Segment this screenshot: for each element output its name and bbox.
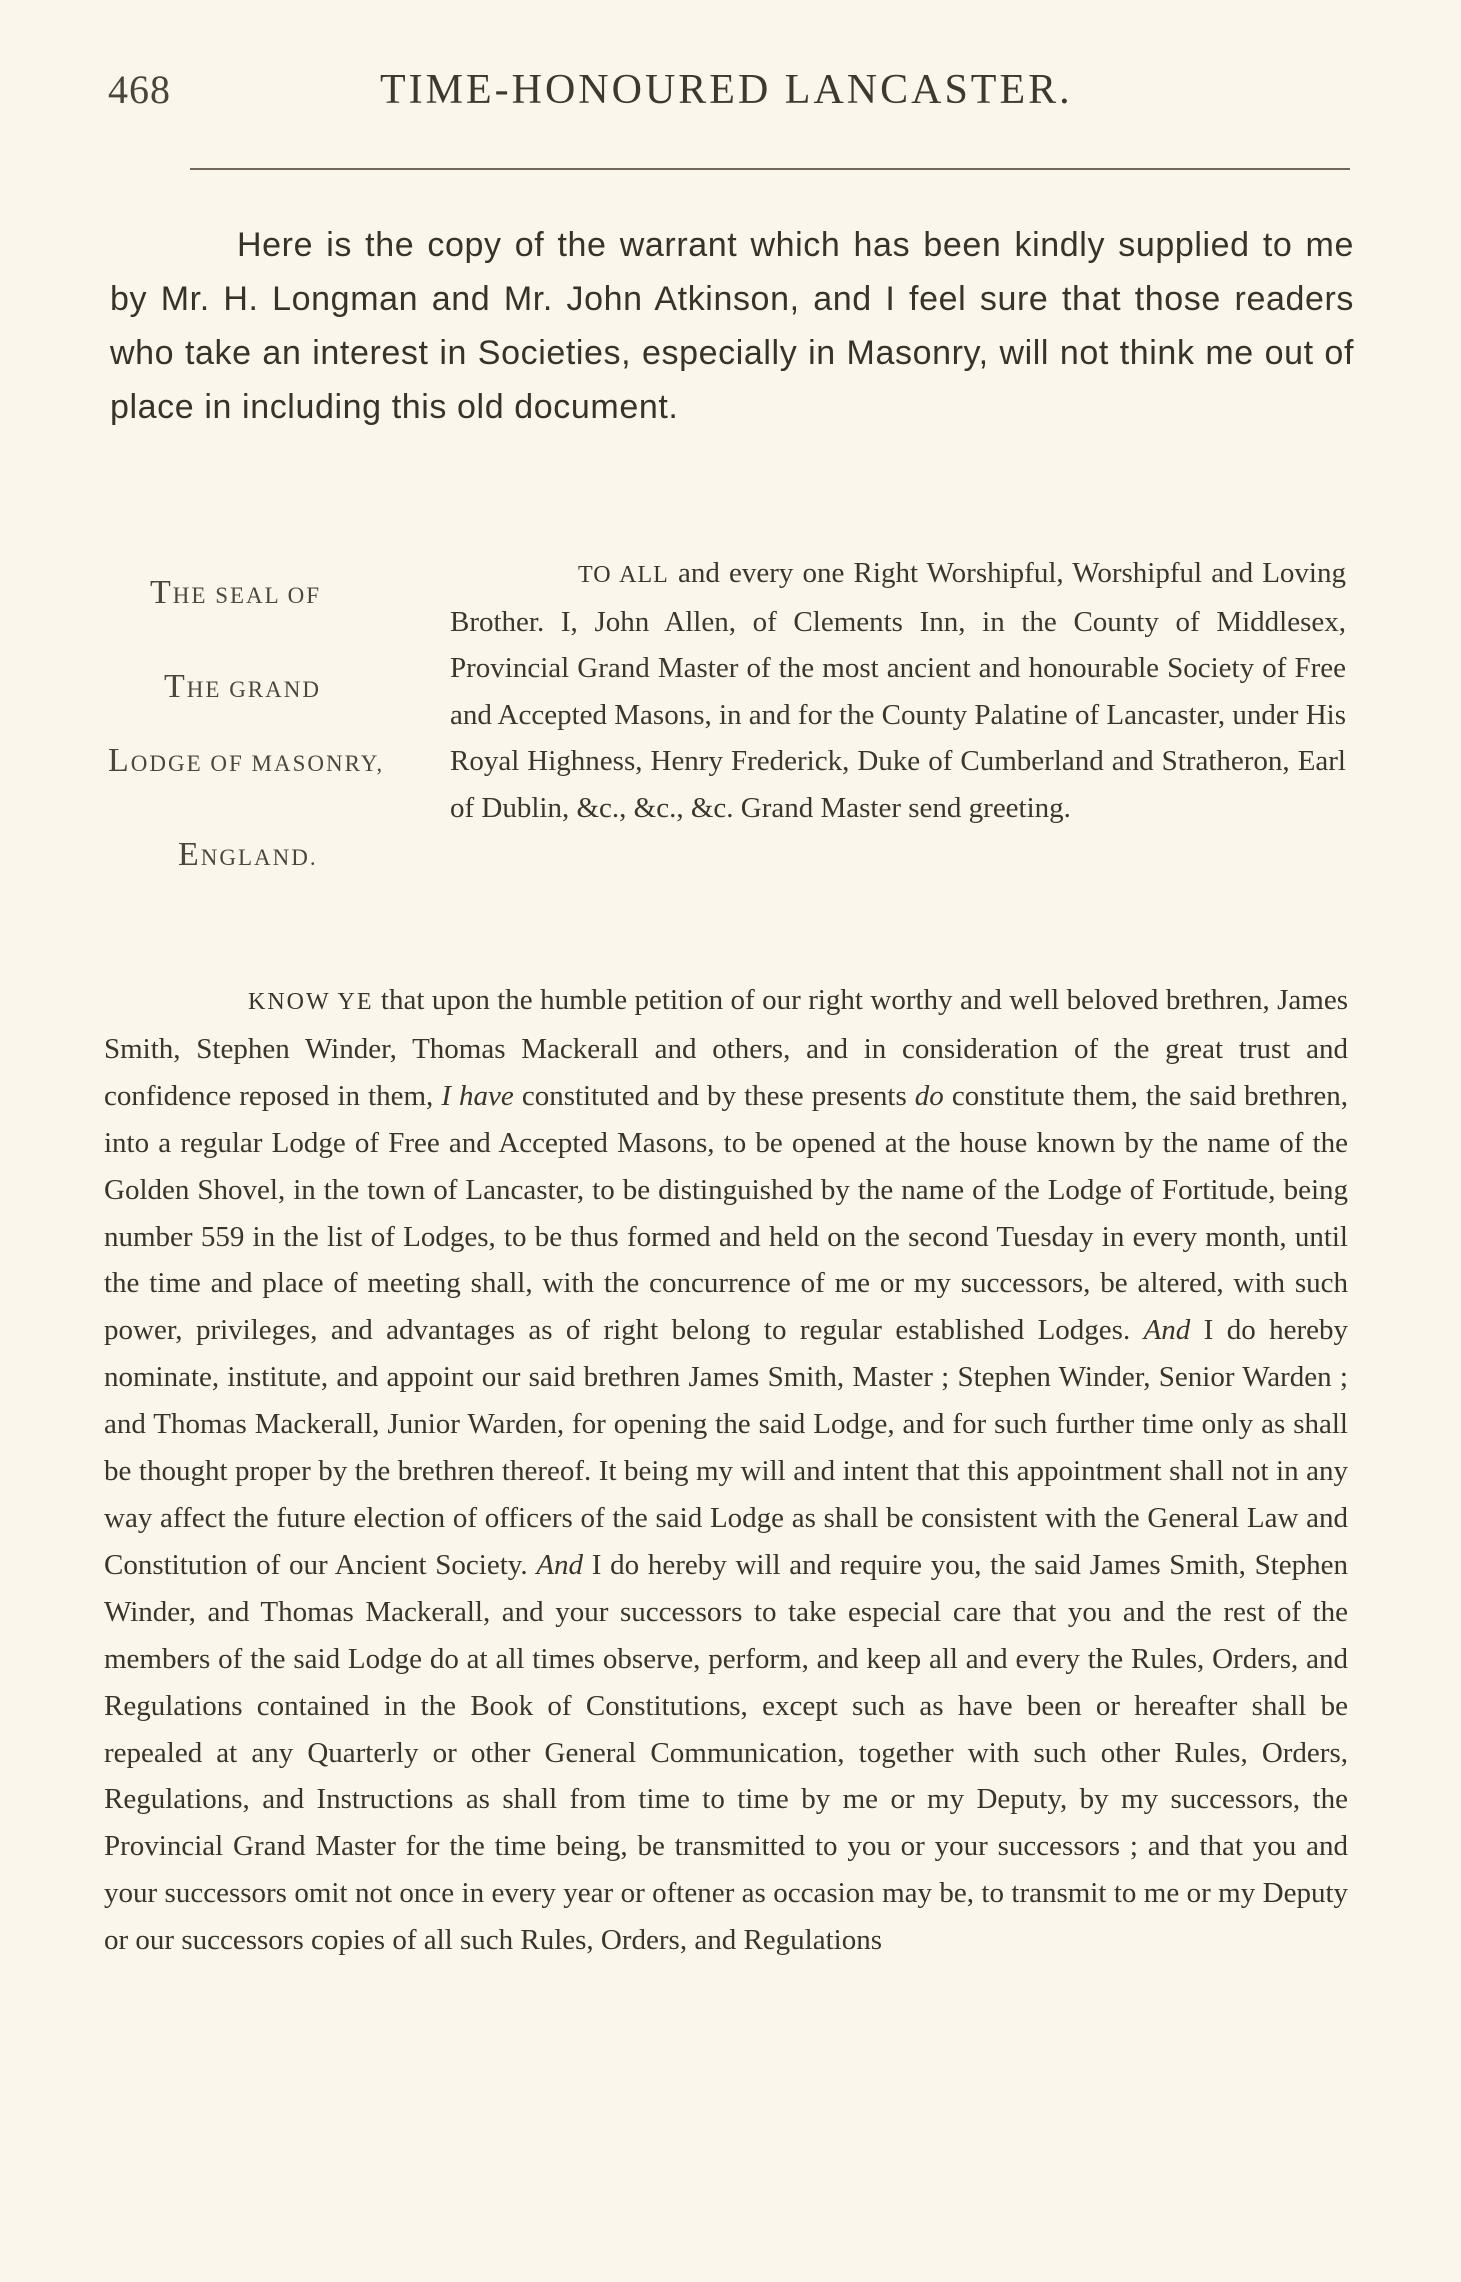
warrant-italic: do <box>914 1079 944 1112</box>
salutation-text: and every one Right Worshipful, Worshipful and Loving Brother. I, John Allen, of Clements Inn, in the County of Middlesex, Provincial Grand Master of the most ancient and honourable Society of Free and Accepted Masons, in and for the County Palatine of Lancaster, under His Royal Highness, Henry Frederick, Duke of Cumberland and Stratheron, Earl of Dublin, &c., &c., &c. Grand Master send greeting. <box>450 557 1346 824</box>
warrant-lead: KNOW YE <box>248 989 374 1015</box>
warrant-text: I do hereby nominate, institute, and appoint our said brethren James Smith, Master ; Stephen Winder, Senior Warden ; and Thomas Mackerall, Junior Warden, for opening the said Lodge, and for such further time only as shall be thought proper by the brethren thereof. It being my will and intent that this appointment shall not in any way affect the future election of officers of the said Lodge as shall be consistent with the General Law and Constitution of our Ancient Society. <box>104 1314 1348 1581</box>
warrant-body <box>104 977 1348 1964</box>
running-title: TIME-HONOURED LANCASTER. <box>380 67 1073 113</box>
seal-caption-line: THE GRAND <box>164 668 321 705</box>
seal-caption-line: THE SEAL OF <box>150 574 321 611</box>
seal-caption-line: LODGE OF MASONRY, <box>108 742 385 779</box>
intro-paragraph: Here is the copy of the warrant which has been kindly supplied to me by Mr. H. Longman and Mr. John Atkinson, and I feel sure that those readers who take an interest in Societies, especially in Masonry, will not think me out of place in including this old document. <box>110 226 1354 426</box>
warrant-italic: I have <box>441 1079 514 1112</box>
page-number: 468 <box>108 67 171 112</box>
warrant-salutation <box>450 550 1346 831</box>
header-rule <box>190 168 1350 170</box>
warrant-text: constitute them, the said brethren, into a regular Lodge of Free and Accepted Masons, to be opened at the house known by the name of the Golden Shovel, in the town of Lancaster, to be distinguished by the name of the Lodge of Fortitude, being number 559 in the list of Lodges, to be thus formed and held on the second Tuesday in every month, until the time and place of meeting shall, with the concurrence of me or my successors, be altered, with such power, privileges, and advantages as of right belong to regular established Lodges. <box>104 1079 1348 1347</box>
salutation-lead: TO ALL <box>578 562 669 588</box>
warrant-text: constituted and by these presents <box>513 1079 915 1112</box>
seal-caption-line: ENGLAND. <box>178 836 318 873</box>
warrant-text: that upon the humble petition of our right worthy and well beloved brethren, James Smith, Stephen Winder, Thomas Mackerall and others, and in consideration of the great trust and confidence reposed in them, <box>104 984 1348 1112</box>
warrant-italic: And <box>536 1548 584 1581</box>
warrant-italic: And <box>1143 1314 1191 1347</box>
page-header <box>108 66 1354 126</box>
warrant-text: I do hereby will and require you, the said James Smith, Stephen Winder, and Thomas Mackerall, and your successors to take especial care that you and the rest of the members of the said Lodge do at all times observe, perform, and keep all and every the Rules, Orders, and Regulations contained in the Book of Constitutions, except such as have been or hereafter shall be repealed at any Quarterly or other General Communication, together with such other Rules, Orders, Regulations, and Instructions as shall from time to time by me or my Deputy, by my successors, the Provincial Grand Master for the time being, be transmitted to you or your successors ; and that you and your successors omit not once in every year or oftener as occasion may be, to transmit to me or my Deputy or our successors copies of all such Rules, Orders, and Regulations <box>104 1548 1349 1957</box>
